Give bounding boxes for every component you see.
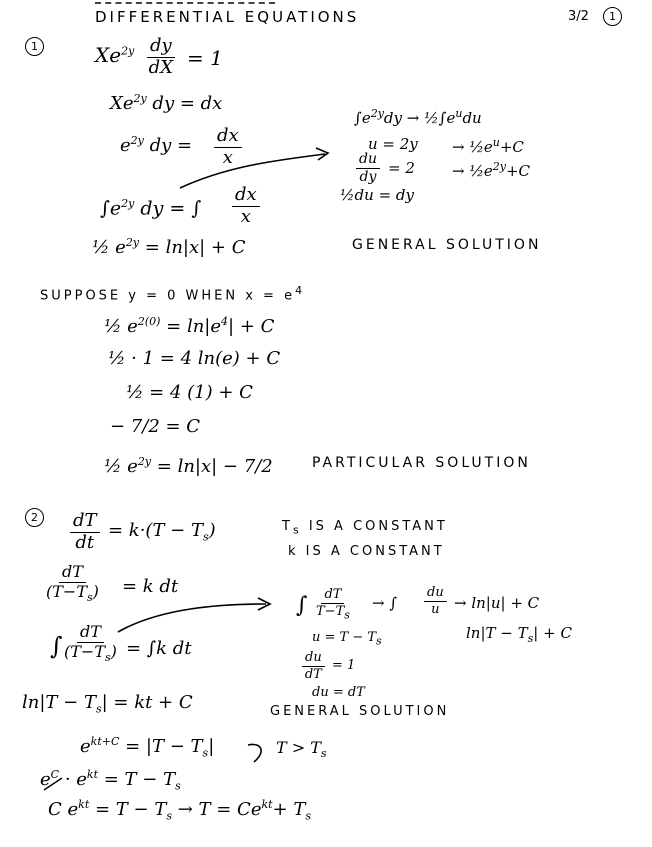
p2-exp-a: e: [80, 736, 91, 757]
p1-suppose-a: SUPPOSE y = 0 WHEN x = e: [40, 288, 296, 304]
p2-note2: k IS A CONSTANT: [288, 544, 445, 559]
p2-line3-a: C e: [48, 799, 79, 820]
p1-eq3-exp: 2y: [130, 134, 144, 147]
p1-side3-result: [452, 161, 530, 179]
p2-side2: [312, 631, 382, 647]
p1-eq3-a: e: [120, 135, 131, 156]
p1-eq3-frac: [214, 127, 242, 168]
p2-gen-a: ln|T − T: [22, 692, 96, 713]
p1-suppose-exp: 4: [295, 284, 306, 297]
p2-side1-frac2: [424, 586, 447, 616]
p2-side5: [466, 626, 572, 644]
p2-side3-frac: [302, 651, 325, 681]
p1-eq1-exp: 2y: [121, 44, 135, 58]
p2-eq2-den-a: (T−T: [46, 581, 87, 601]
p2-side5-sub: s: [527, 632, 534, 645]
p2-line2-b: · e: [64, 769, 87, 790]
p1-side1-exp: 2y: [370, 107, 384, 120]
p2-side4: du = dT: [312, 685, 365, 700]
p2-side1-b: → ∫: [372, 594, 398, 612]
p2-line2-c: = T − T: [103, 769, 176, 790]
p1-step1-a: ½ e: [104, 316, 138, 337]
p2-cond-a: T > T: [276, 738, 321, 757]
p1-side3-frac: [356, 152, 380, 184]
p1-eq2: [110, 93, 222, 113]
p2-line3-exp: kt: [78, 798, 90, 811]
p2-line3: [48, 799, 311, 822]
p2-exp-c: |: [208, 736, 215, 757]
page-title: DIFFERENTIAL EQUATIONS: [95, 8, 360, 26]
p1-step1-exp: 2(0): [137, 315, 161, 328]
p1-eq4-frac: [232, 186, 260, 227]
p1-step1-b: = ln|e: [166, 316, 222, 337]
page-number: 3/2: [568, 9, 589, 24]
p2-eq1-sub: s: [203, 530, 209, 544]
p1-side1-a: ∫e: [354, 109, 371, 127]
p1-eq1-num: dy: [147, 37, 175, 58]
p1-step3: ½ = 4 (1) + C: [126, 382, 253, 403]
p1-eq4-b: dy = ∫: [140, 197, 202, 220]
p1-side1: [354, 108, 482, 126]
problem-1-marker: 1: [25, 37, 44, 56]
p2-eq2-frac: [46, 564, 99, 604]
p2-exp-b: = |T − T: [125, 736, 203, 757]
p2-exp-exp: kt+C: [90, 735, 120, 748]
p1-gen-exp: 2y: [125, 236, 140, 249]
p2-side3-den: dT: [304, 666, 322, 682]
p2-gen-sub: s: [95, 702, 102, 716]
p2-note1: [282, 520, 448, 536]
p1-eq2-exp: 2y: [133, 92, 147, 105]
p2-eq3-integral: ∫: [50, 632, 63, 660]
p2-eq2-den-close: ): [92, 581, 99, 601]
p2-eq3-right: = ∫k dt: [126, 638, 192, 659]
p1-side1-b: dy → ½∫e: [383, 109, 456, 127]
p2-eq1-den: dt: [75, 531, 95, 553]
p1-eq2-a: Xe: [110, 93, 134, 114]
p2-line3-b: = T − T: [94, 799, 167, 820]
p2-side1-den-a: T−T: [316, 603, 345, 619]
p2-side5-b: | + C: [533, 624, 572, 642]
p1-side1-c: du: [462, 109, 482, 127]
p1-side3-num: du: [356, 152, 380, 169]
p2-exp-sub: s: [202, 746, 209, 760]
p1-side3-c: → ½e: [452, 162, 493, 180]
p2-arrowhead: [258, 598, 270, 610]
p1-eq3-b: dy =: [149, 135, 193, 156]
p2-note1-b: IS A CONSTANT: [308, 519, 448, 534]
p1-eq3: [120, 135, 192, 155]
p1-eq4: [100, 198, 201, 218]
p1-step1-exp2: 4: [221, 315, 229, 328]
p1-step2: ½ · 1 = 4 ln(e) + C: [108, 348, 281, 369]
page-marker: 1: [603, 7, 622, 26]
p2-eq2-den: [46, 583, 99, 604]
p2-side1-c: → ln|u| + C: [454, 594, 540, 612]
p2-eq3-den-close: ): [110, 641, 117, 661]
p1-eq4-exp: 2y: [121, 197, 135, 210]
p1-gen-a: ½ e: [92, 237, 126, 258]
p2-condition-arrow: [248, 744, 261, 762]
p2-line2-exp: C: [50, 768, 60, 781]
p2-side1-num: dT: [321, 588, 344, 604]
p1-gen-b: = ln|x| + C: [144, 237, 246, 258]
p2-line3-sub2: s: [305, 809, 312, 823]
problem-2-marker: 2: [25, 508, 44, 527]
p2-side2-sub: s: [376, 634, 382, 648]
p2-eq1-frac: [70, 512, 100, 553]
p1-general-label: GENERAL SOLUTION: [352, 237, 542, 253]
p1-eq3-den: x: [222, 146, 233, 168]
p1-eq3-num: dx: [214, 127, 242, 148]
p2-eq2-den-sub: s: [87, 590, 93, 604]
p1-part-a: ½ e: [104, 456, 138, 477]
p2-line3-c: → T = Ce: [177, 799, 262, 820]
p1-eq1-den: dX: [148, 56, 174, 78]
p2-eq3-den-a: (T−T: [64, 641, 105, 661]
p2-side1-den: [316, 604, 350, 621]
p1-eq1: [95, 45, 134, 65]
p1-side3-den: dy: [359, 168, 377, 185]
p2-substitution-arrow: [118, 604, 266, 632]
p1-eq1-left: Xe: [95, 43, 122, 67]
p2-general: [22, 694, 193, 715]
p1-step1-c: | + C: [228, 316, 275, 337]
p2-eq1-close: ): [208, 520, 216, 541]
p2-line2-a: e: [40, 769, 51, 790]
p1-eq2-b: dy = dx: [152, 93, 223, 114]
p2-gen-b: | = kt + C: [101, 692, 193, 713]
p2-side3-b: = 1: [332, 658, 356, 673]
p2-eq3-frac: [64, 624, 117, 664]
top-scan-line: [95, 2, 275, 4]
p2-eq1-num: dT: [70, 512, 100, 533]
p2-side3-num: du: [302, 651, 325, 667]
p2-note1-sub: s: [292, 523, 302, 537]
p2-line3-d: + T: [272, 799, 306, 820]
p2-line3-sub: s: [166, 809, 172, 823]
p2-eq1-right-a: = k·(T − T: [108, 520, 203, 541]
p1-side2-b: → ½e: [452, 138, 493, 156]
p1-side1-exp2: u: [455, 107, 463, 120]
p2-condition: [276, 740, 327, 759]
p1-substitution-arrow: [180, 154, 325, 188]
p2-eq3-den-sub: s: [105, 650, 111, 664]
p1-general: [92, 237, 246, 257]
p1-side3-b: = 2: [388, 159, 415, 177]
p2-side1-den-sub: s: [344, 608, 350, 622]
p1-eq4-num: dx: [232, 186, 260, 207]
p2-eq3-num: dT: [77, 624, 104, 643]
p2-line2-exp2: kt: [86, 768, 99, 781]
p2-side1-den2: u: [431, 601, 440, 617]
p2-line3-exp2: kt: [261, 798, 273, 811]
p1-eq4-a: ∫e: [100, 197, 122, 220]
p2-side1-integral: ∫: [296, 593, 308, 618]
p2-cond-sub: s: [320, 747, 327, 761]
p1-side3-exp: 2y: [492, 160, 506, 173]
p1-suppose: [40, 285, 305, 302]
p1-eq1-right: = 1: [187, 46, 223, 70]
p1-part-exp: 2y: [137, 455, 152, 468]
p2-side2-a: u = T − T: [312, 630, 377, 645]
p1-step4: − 7/2 = C: [110, 416, 201, 437]
p2-side1-num2: du: [424, 586, 447, 602]
p2-eq1-right: [108, 522, 216, 543]
p1-side2-c: +C: [499, 138, 524, 156]
p1-side2-exp: u: [492, 136, 500, 149]
p2-side1-frac: [316, 588, 350, 621]
p2-line2-sub: s: [175, 779, 181, 793]
p2-general-label: GENERAL SOLUTION: [270, 704, 450, 719]
p1-eq4-den: x: [240, 205, 251, 227]
p1-arrowhead: [316, 148, 328, 160]
p1-particular: [104, 456, 273, 476]
p2-eq2-num: dT: [59, 564, 86, 583]
p2-exp-line: [80, 736, 214, 759]
p1-particular-label: PARTICULAR SOLUTION: [312, 455, 531, 471]
p1-side2-u: u = 2y: [368, 135, 418, 153]
p1-part-b: = ln|x| − 7/2: [156, 456, 273, 477]
p2-note1-a: T: [282, 519, 293, 534]
p1-eq1-frac: [147, 37, 175, 78]
p2-eq3-den: [64, 643, 117, 664]
p2-line2: [40, 769, 181, 792]
p1-side2-result: [452, 137, 524, 155]
p2-eq2-right: = k dt: [122, 576, 179, 597]
p1-side4: ½du = dy: [340, 186, 414, 204]
p1-step1: [104, 316, 274, 336]
p1-side3-d: +C: [505, 162, 531, 180]
p2-side5-a: ln|T − T: [466, 624, 528, 642]
